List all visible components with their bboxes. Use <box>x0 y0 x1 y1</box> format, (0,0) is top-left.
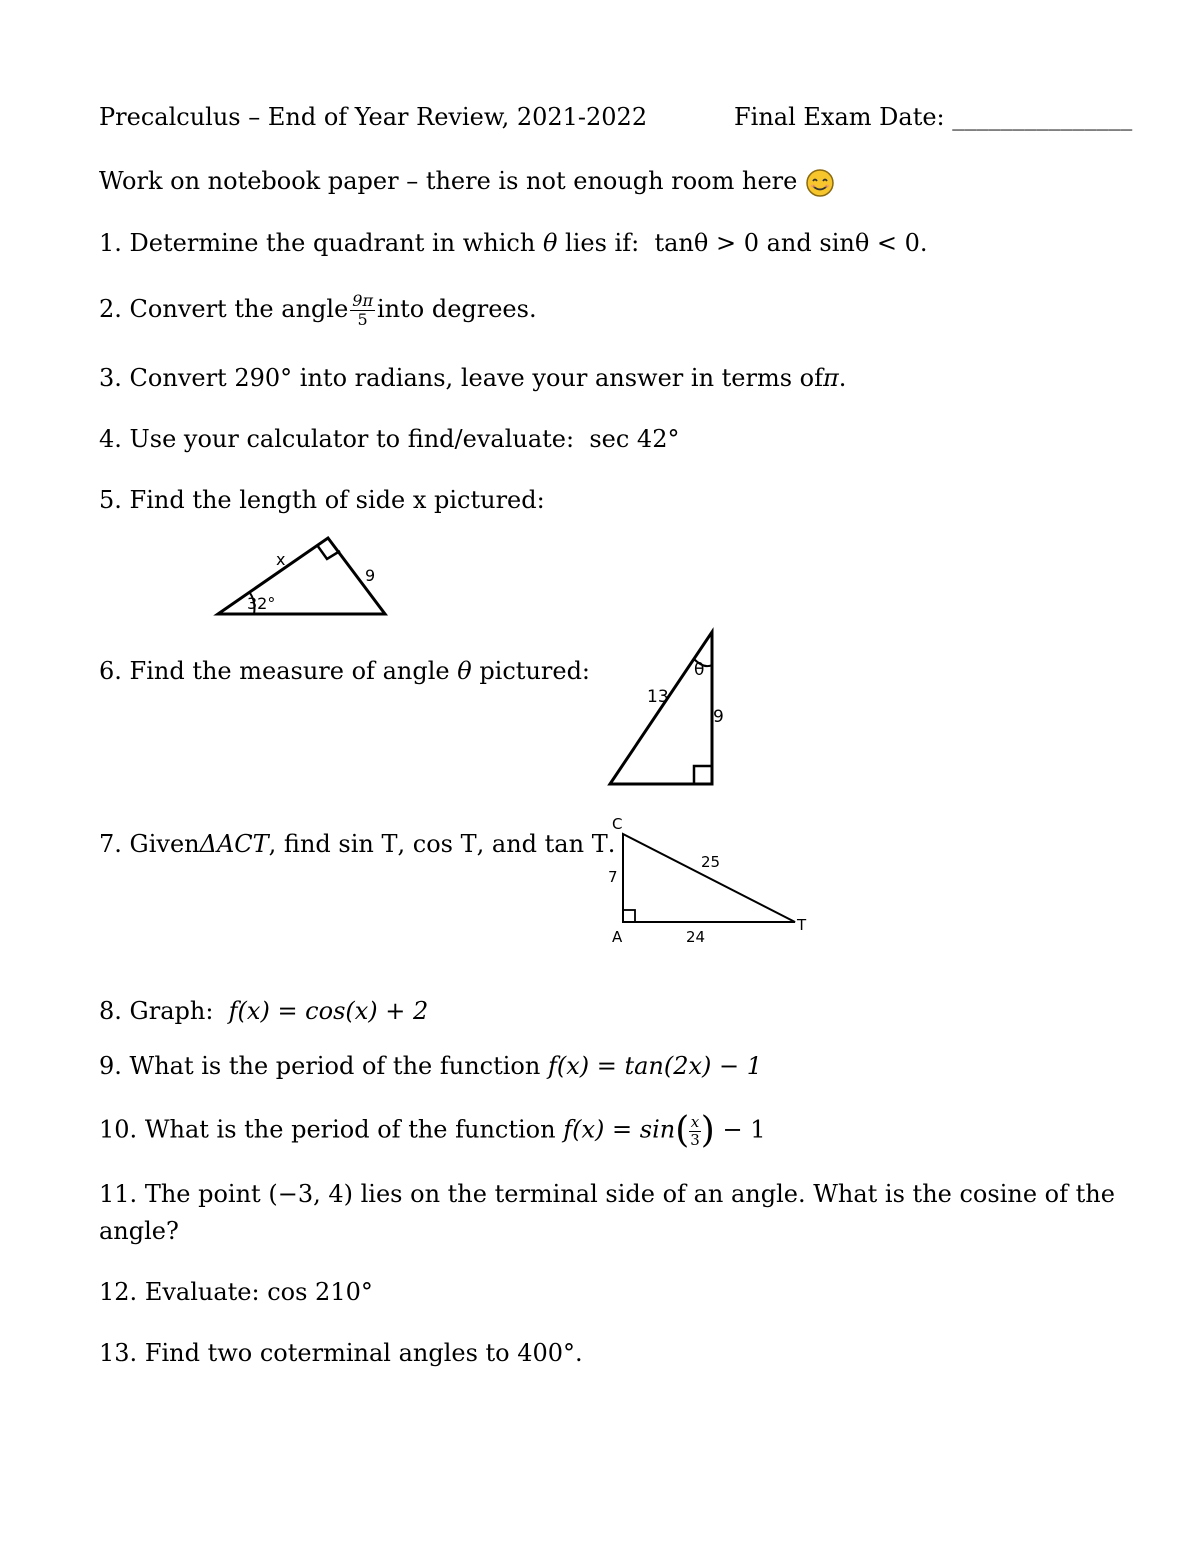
comma: , <box>397 830 406 858</box>
side-x-label: x <box>276 550 286 569</box>
theta-symbol: θ <box>542 229 558 257</box>
exam-date-label: Final Exam Date: <box>734 103 945 131</box>
triangle-shape <box>218 538 385 614</box>
question-6 <box>99 655 590 687</box>
side-25-label: 25 <box>701 853 721 871</box>
question-7 <box>99 828 615 860</box>
question-text: into degrees. <box>376 295 537 323</box>
side-9-label: 9 <box>713 707 724 727</box>
figure-6-triangle <box>600 625 725 795</box>
question-3 <box>99 362 846 394</box>
question-text: and <box>766 229 812 257</box>
question-text: Use your calculator to find/evaluate: <box>129 425 575 453</box>
figure-5-triangle <box>210 530 400 625</box>
question-text: pictured: <box>479 657 591 685</box>
vertex-t-label: T <box>797 916 807 934</box>
question-number: 2. <box>99 295 122 323</box>
question-text: What is the period of the function <box>129 1052 541 1080</box>
question-10 <box>99 1110 766 1151</box>
question-number: 4. <box>99 425 122 453</box>
question-11 <box>99 1178 1115 1210</box>
point-coordinates: (−3, 4) <box>268 1180 353 1208</box>
side-24-label: 24 <box>686 928 706 946</box>
instructions <box>99 165 835 198</box>
expression: cos 210° <box>267 1278 373 1306</box>
question-text: Convert <box>129 364 227 392</box>
question-2 <box>99 292 537 329</box>
exam-date <box>734 101 1132 133</box>
question-number: 11. <box>99 1180 138 1208</box>
fraction-denominator: 3 <box>690 1130 700 1149</box>
tan-t: tan T <box>544 830 608 858</box>
period: . <box>607 830 616 858</box>
question-5 <box>99 484 545 516</box>
question-number: 10. <box>99 1115 138 1144</box>
question-text: Convert the angle <box>129 295 349 323</box>
pi-symbol: π <box>823 364 839 392</box>
question-8 <box>99 995 428 1027</box>
angle-value: 290° <box>234 364 293 392</box>
question-number: 5. <box>99 486 122 514</box>
cos-t: cos T <box>412 830 477 858</box>
smiley-icon <box>805 168 835 198</box>
question-number: 13. <box>99 1339 138 1367</box>
question-text: angle? <box>99 1217 179 1245</box>
side-13-label: 13 <box>647 687 669 707</box>
triangle-name: ΔACT <box>199 830 269 858</box>
question-text: lies on the terminal side of an angle. What is the cosine of the <box>360 1180 1115 1208</box>
triangle-shape <box>623 834 795 922</box>
period: . <box>838 364 847 392</box>
right-angle-marker <box>694 766 712 784</box>
title-text: Precalculus – End of Year Review, 2021-2022 <box>99 103 648 131</box>
condition-sin: sinθ < 0. <box>819 229 928 257</box>
fraction-9pi-over-5 <box>350 292 375 329</box>
sin-t: sin T <box>338 830 398 858</box>
angle-32-label: 32° <box>247 594 276 613</box>
question-11-continued <box>99 1215 179 1247</box>
exam-date-blank: _______________ <box>952 103 1133 131</box>
expression: sec 42° <box>589 425 680 453</box>
question-number: 7. <box>99 830 122 858</box>
question-number: 1. <box>99 229 122 257</box>
figure-7-triangle <box>600 812 815 952</box>
question-number: 3. <box>99 364 122 392</box>
question-text: Find the measure of angle <box>129 657 450 685</box>
function-expression: f(x) = cos(x) + 2 <box>228 997 429 1025</box>
question-text: Given <box>129 830 200 858</box>
question-text: The point <box>144 1180 261 1208</box>
fraction-numerator: 9π <box>352 291 373 310</box>
paren-open: ( <box>675 1110 690 1151</box>
question-number: 8. <box>99 997 122 1025</box>
fraction-numerator: x <box>690 1112 700 1131</box>
fraction-x-over-3 <box>689 1114 701 1149</box>
function-expression: f(x) = tan(2x) − 1 <box>547 1052 763 1080</box>
question-number: 6. <box>99 657 122 685</box>
right-angle-marker <box>623 910 635 922</box>
question-text: , find <box>268 830 331 858</box>
question-text: lies if: <box>565 229 640 257</box>
side-9-label: 9 <box>365 566 376 585</box>
question-text: Find the length of side x pictured: <box>129 486 545 514</box>
function-expression-tail: − 1 <box>722 1115 766 1144</box>
question-9 <box>99 1050 762 1082</box>
question-text: Find two coterminal angles to 400°. <box>144 1339 583 1367</box>
function-expression: f(x) = sin <box>563 1115 676 1144</box>
question-text: What is the period of the function <box>144 1115 556 1144</box>
question-text: , and <box>476 830 538 858</box>
question-13 <box>99 1337 583 1369</box>
question-12 <box>99 1276 373 1308</box>
question-number: 9. <box>99 1052 122 1080</box>
question-1 <box>99 227 928 259</box>
fraction-denominator: 5 <box>357 310 368 329</box>
question-4 <box>99 423 679 455</box>
question-text: into radians, leave your answer in terms of <box>299 364 824 392</box>
question-text: Determine the quadrant in which <box>129 229 536 257</box>
side-7-label: 7 <box>608 868 618 886</box>
question-number: 12. <box>99 1278 138 1306</box>
triangle-shape <box>610 632 712 784</box>
paren-close: ) <box>700 1110 715 1151</box>
angle-theta-label: θ <box>694 660 705 680</box>
theta-symbol: θ <box>457 657 472 685</box>
question-text: Evaluate: <box>144 1278 260 1306</box>
question-text: Graph: <box>129 997 214 1025</box>
vertex-a-label: A <box>612 928 623 946</box>
page-title <box>99 101 647 133</box>
instructions-text: Work on notebook paper – there is not enough room here <box>99 167 798 195</box>
condition-tan: tanθ > 0 <box>654 229 759 257</box>
vertex-c-label: C <box>612 815 623 833</box>
